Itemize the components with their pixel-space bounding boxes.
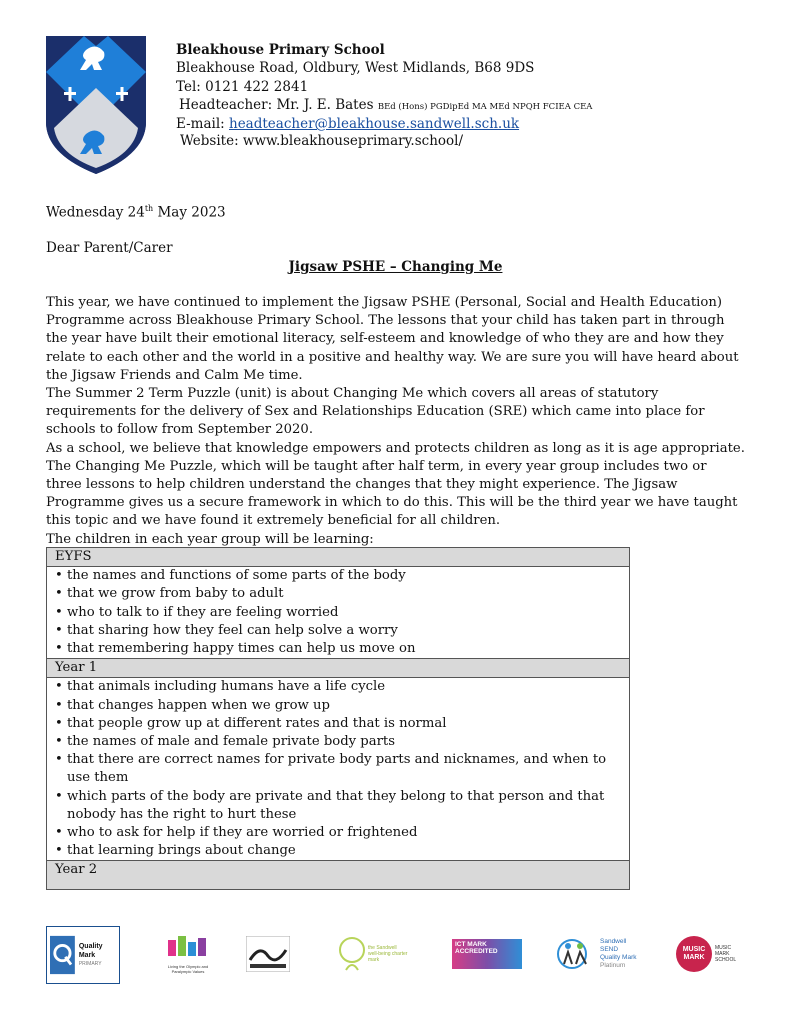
email-label: E-mail: [176,116,229,132]
olympic-figures-icon [164,934,212,964]
list-item: • who to talk to if they are feeling worried [55,604,621,622]
headteacher-name: Headteacher: Mr. J. E. Bates [179,97,374,113]
ict-mark-logo: ICT MARK ACCREDITED [452,926,524,982]
letter-body [46,294,746,549]
email-link[interactable]: headteacher@bleakhouse.sandwell.sch.uk [229,116,520,132]
list-item: • that changes happen when we grow up [55,697,621,715]
list-item: • that we grow from baby to adult [55,585,621,603]
year-group-table [46,547,630,890]
list-item: • that learning brings about change [55,842,621,860]
paragraph-school-belief: As a school, we believe that knowledge empowers and protects children as long as it is age appropriate. The Changing Me Puzzle, which will be taught after half term, in every year group includes two or three lessons to help children understand the changes that they might experience. The Jigsaw Programme gives us a secure framework in which to do this. This will be the third year we have taught this topic and we have found it extremely beneficial for all children. [46,440,745,529]
letter-title: Jigsaw PSHE – Changing Me [288,259,503,275]
list-item: • who to ask for help if they are worried or frightened [55,824,621,842]
quality-mark-logo: Quality Mark PRIMARY [46,926,120,984]
group-points-eyfs [47,567,630,659]
music-mark-logo: MUSIC MARK MUSIC MARK SCHOOL [676,926,746,982]
website-line: Website: www.bleakhouseprimary.school/ [180,133,464,149]
group-heading-year-1: Year 1 [47,659,630,678]
list-item: • the names of male and female private body parts [55,733,621,751]
headteacher-qualifications: BEd (Hons) PGDipEd MA MEd NPQH FCIEA CEA [377,102,593,112]
wellbeing-head-icon [338,934,366,974]
list-item: • that there are correct names for private body parts and nicknames, and when to use them [55,751,621,787]
email-line [176,116,519,133]
list-item: • that remembering happy times can help us move on [55,640,621,658]
music-mark-badge: MUSIC MARK [676,936,712,972]
list-item: • which parts of the body are private and that they belong to that person and that nobody has the right to hurt these [55,788,621,824]
group-heading-eyfs: EYFS [47,548,630,567]
swimming-emblem-logo [246,926,294,982]
letter-date: Wednesday 24th May 2023 [46,204,226,221]
list-item: • that sharing how they feel can help solve a worry [55,622,621,640]
list-item: • that animals including humans have a life cycle [55,678,621,696]
paragraph-intro: This year, we have continued to implement the Jigsaw PSHE (Personal, Social and Health Education) Programme across Bleakhouse Primary School. The lessons that your child has taken part in through the year have built their emotional literacy, self-esteem and knowledge of who they are and how they relate to each other and the world in a positive and healthy way. We are sure you will have heard about the Jigsaw Friends and Calm Me time. [46,295,739,383]
quality-mark-icon [50,935,75,975]
school-telephone: Tel: 0121 422 2841 [176,79,309,95]
headteacher-line [179,97,592,116]
group-points-year-1 [47,678,630,861]
accreditation-logos [46,926,746,986]
send-quality-mark-logo: Sandwell SEND Quality Mark Platinum [556,926,656,982]
group-heading-year-2: Year 2 [47,861,630,890]
list-item: • the names and functions of some parts of the body [55,567,621,585]
emblem-icon [246,936,290,972]
olympic-values-logo: Living the Olympic and Paralympic Values [158,926,218,982]
school-name: Bleakhouse Primary School [176,42,385,58]
list-item: • that people grow up at different rates and that is normal [55,715,621,733]
school-address: Bleakhouse Road, Oldbury, West Midlands, B68 9DS [176,60,535,76]
paragraph-table-intro: The children in each year group will be learning: [46,531,374,547]
school-crest-logo [46,36,146,174]
send-figures-icon [556,936,598,972]
wellbeing-charter-logo: the Sandwell well-being charter mark [338,926,412,982]
letter-greeting: Dear Parent/Carer [46,240,173,256]
paragraph-summer-term: The Summer 2 Term Puzzle (unit) is about Changing Me which covers all areas of statutory requirements for the delivery of Sex and Relationships Education (SRE) which came into place for schools to follow from September 2020. [46,386,705,438]
